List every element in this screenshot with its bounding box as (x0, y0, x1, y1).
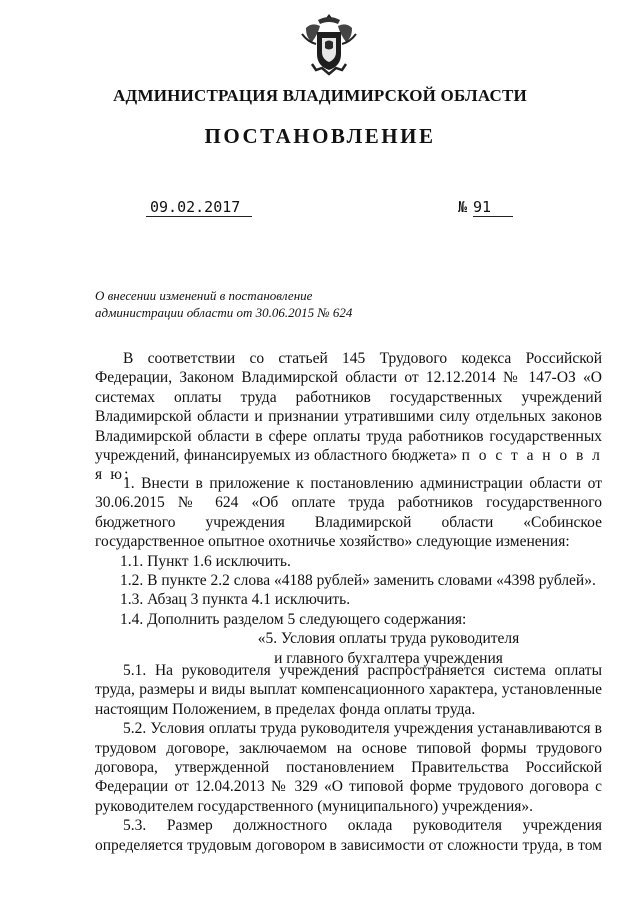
number-underline (473, 216, 513, 217)
coat-of-arms-emblem (300, 12, 358, 78)
document-date: 09.02.2017 (150, 198, 241, 216)
organization-title: АДМИНИСТРАЦИЯ ВЛАДИМИРСКОЙ ОБЛАСТИ (113, 86, 527, 105)
document-subject (95, 287, 395, 321)
number-value: 91 (473, 198, 492, 216)
section-5-body (95, 661, 602, 855)
number-label: № (458, 198, 468, 216)
resolve-word: п о с т а н о в л я ю: (95, 447, 603, 484)
preamble-paragraph (95, 349, 602, 485)
section-5-paragraph-2: 5.2. Условия оплаты труда руководителя учреждения устанавливаются в трудовом договоре, заключаемом на основе типовой формы трудового договора, утвержденной постановлением Правительства Российской Федерации от 12.04.2013 № 329 «О типовой форме трудового договора с руководителем государственного (муниципального) учреждения». (95, 720, 602, 815)
document-type-title: ПОСТАНОВЛЕНИЕ (204, 124, 436, 148)
section-5-title-line-1: «5. Условия оплаты труда руководителя (257, 630, 520, 648)
document-number (458, 198, 491, 216)
clause-item-1-3: 1.3. Абзац 3 пункта 4.1 исключить. (120, 591, 351, 609)
subject-line-1: О внесении изменений в постановление (95, 288, 313, 303)
clause-item-1-4: 1.4. Дополнить разделом 5 следующего содержания: (120, 610, 467, 628)
subject-line-2: администрации области от 30.06.2015 № 624 (95, 305, 353, 320)
clause-1 (95, 474, 602, 668)
clause-1-text: 1. Внести в приложение к постановлению администрации области от 30.06.2015 № 624 «Об оплате труда работников государственного бюджетного учреждения Владимирской области «Собинское государственное опытное охотничье хозяйство» следующие изменения: (95, 475, 602, 551)
section-5-title-line-2: и главного бухгалтера учреждения (274, 649, 503, 667)
clause-item-1-1: 1.1. Пункт 1.6 исключить. (120, 552, 291, 570)
preamble-text: В соответствии со статьей 145 Трудового кодекса Российской Федерации, Законом Владимирской области от 12.12.2014 № 147-ОЗ «О системах оплаты труда работников государственных учреждений Владимирской области и признании утратившими силу отдельных законов Владимирской области в сфере оплаты труда работников государственных учреждений, финансируемых из областного бюджета» (95, 350, 602, 465)
clause-item-1-2: 1.2. В пункте 2.2 слова «4188 рублей» заменить словами «4398 рублей». (120, 572, 596, 590)
section-5-paragraph-1: 5.1. На руководителя учреждения распространяется система оплаты труда, размеры и виды выплат компенсационного характера, установленные настоящим Положением, в пределах фонда оплаты труда. (95, 662, 602, 718)
date-underline (146, 216, 252, 217)
section-5-paragraph-3: 5.3. Размер должностного оклада руководителя учреждения определяется трудовым договором в зависимости от сложности труда, в том (95, 817, 602, 854)
